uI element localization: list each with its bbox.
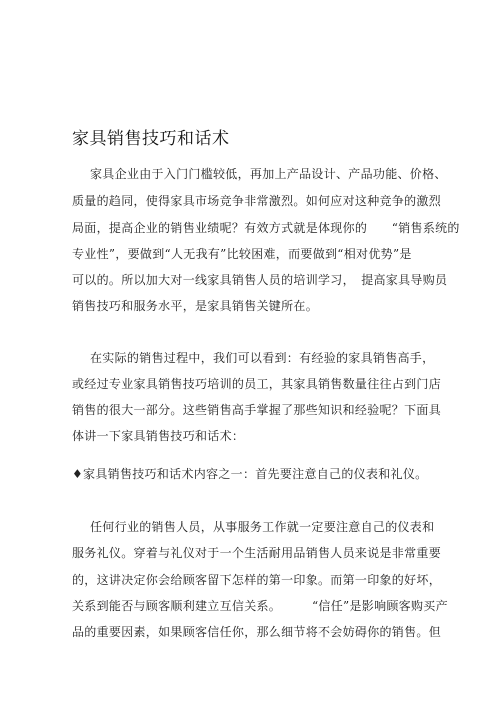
paragraph-line: 可以的。所以加大对一线家具销售人员的培训学习， 提高家具导购员 — [72, 273, 448, 287]
paragraph-line: 服务礼仪。穿着与礼仪对于一个生活耐用品销售人员来说是非常重要 — [72, 546, 442, 560]
paragraph-line: 任何行业的销售人员，从事服务工作就一定要注意自己的仪表和 — [90, 520, 435, 534]
paragraph-line: 或经过专业家具销售技巧培训的员工，其家具销售数量往往占到门店 — [72, 377, 442, 391]
paragraph-line: 家具企业由于入门门槛较低，再加上产品设计、产品功能、价格、 — [90, 167, 447, 181]
paragraph-line: 品的重要因素，如果顾客信任你，那么细节将不会妨碍你的销售。但 — [72, 625, 442, 639]
paragraph-line: 专业性”，要做到“人无我有”比较困难，而要做到“相对优势”是 — [72, 247, 412, 261]
page-title: 家具销售技巧和话术 — [72, 129, 230, 149]
paragraph-line: 局面，提高企业的销售业绩呢？有效方式就是体现你的 “销售系统的 — [72, 221, 460, 235]
paragraph-line: 在实际的销售过程中，我们可以看到：有经验的家具销售高手， — [90, 351, 435, 365]
paragraph-line: 销售技巧和服务水平，是家具销售关键所在。 — [72, 299, 319, 313]
paragraph-line: 销售的很大一部分。这些销售高手掌握了那些知识和经验呢？下面具 — [72, 403, 442, 417]
paragraph-line: 的，这讲决定你会给顾客留下怎样的第一印象。而第一印象的好坏， — [72, 573, 442, 587]
paragraph-line: 质量的趋同，使得家具市场竞争非常激烈。如何应对这种竞争的激烈 — [72, 194, 442, 208]
paragraph-line: 关系到能否与顾客顺利建立互信关系。 “信任”是影响顾客购买产 — [72, 599, 448, 613]
bullet-line: ♦家具销售技巧和话术内容之一：首先要注意自己的仪表和礼仪。 — [72, 467, 428, 481]
paragraph-line: 体讲一下家具销售技巧和话术： — [72, 429, 245, 443]
